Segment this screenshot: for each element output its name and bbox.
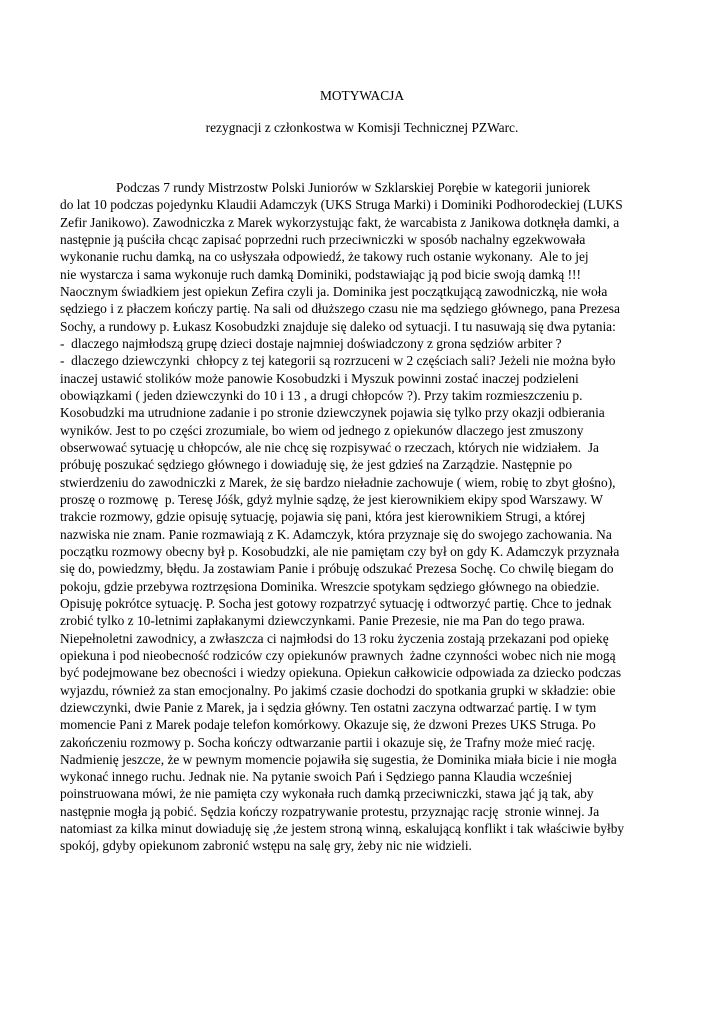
paragraph-line: następnie mogła ją pobić. Sędzia kończy rozpatrywanie protestu, przyznając rację stronie winnej. Ja (60, 803, 600, 819)
paragraph-line: zakończeniu rozmowy p. Socha kończy odtwarzanie partii i okazuje się, że Trafny może mieć rację. (60, 734, 596, 750)
document-title: MOTYWACJA (319, 88, 405, 103)
paragraph-line: być podejmowane bez obecności i wiedzy opiekuna. Opiekun całkowicie odpowiada za dziecko podczas (60, 665, 622, 681)
paragraph-line: do lat 10 podczas pojedynku Klaudii Adamczyk (UKS Struga Marki) i Dominiki Podhorodeckiej (LUKS (60, 197, 623, 213)
paragraph-line: natomiast za kilka minut dowiaduję się ,że jestem stroną winną, eskalującą konflikt i tak właściwie byłby (60, 821, 625, 837)
paragraph-line: sędziego i z płaczem kończy partię. Na sali od dłuższego czasu nie ma sędziego głównego, pana Prezesa (60, 301, 620, 317)
paragraph-line: nazwiska nie znam. Panie rozmawiają z K. Adamczyk, która przyznaje się do swojego zachowania. Na (60, 526, 612, 542)
paragraph-line: momencie Pani z Marek podaje telefon komórkowy. Okazuje się, że dzwoni Prezes UKS Struga. Po (60, 717, 596, 733)
paragraph-first-line: Podczas 7 rundy Mistrzostw Polski Juniorów w Szklarskiej Porębie w kategorii juniorek (116, 180, 591, 195)
paragraph-line: Zefir Janikowo). Zawodniczka z Marek wykorzystując fakt, że warcabista z Janikowa dotknęła damki, a (60, 214, 620, 230)
paragraph-line: opiekuna i pod nieobecność rodziców czy opiekunów prawnych żadne czynności wobec nich nie mogą (60, 647, 616, 663)
paragraph-line: obserwować sytuację u chłopców, ale nie chcę się rozpisywać o rzeczach, których nie widziałem. Ja (60, 439, 599, 455)
paragraph-line: pokoju, gdzie przebywa roztrzęsiona Dominika. Wreszcie spotykam sędziego głównego na obiedzie. (60, 578, 600, 594)
paragraph-line: próbuję poszukać sędziego głównego i dowiaduję się, że jest gdzieś na Zarządzie. Następnie po (60, 457, 573, 473)
paragraph-line: Niepełnoletni zawodnicy, a zwłaszcza ci najmłodsi do 13 roku życzenia zostają przekazani pod opiekę (60, 630, 609, 646)
paragraph-line: inaczej ustawić stolików może panowie Kosobudzki i Myszuk powinni zostać inaczej podzieleni (60, 370, 579, 386)
paragraph-line: nie wystarcza i sama wykonuje ruch damką Dominiki, podstawiając ją pod bicie swoją damką !!! (60, 266, 581, 282)
paragraph-line: stwierdzeniu do zawodniczki z Marek, że się bardzo nieładnie zachowuje ( wiem, robię to zbyt głośno), (60, 474, 616, 490)
paragraph-line: proszę o rozmowę p. Teresę Jóśk, gdyż mylnie sądzę, że jest kierownikiem ekipy spod Warszawy. W (60, 491, 604, 507)
paragraph-line: się do, powiedzmy, błędu. Ja zostawiam Panie i próbuję odszukać Prezesa Sochę. Co chwilę biegam do (60, 561, 614, 577)
paragraph-line: Kosobudzki ma utrudnione zadanie i po stronie dziewczynek pojawia się tylko przy okazji odbierania (60, 405, 605, 421)
paragraph-line: następnie ją puściła chcąc zapisać poprzedni ruch przeciwniczki w sposób nachalny egzekwowała (60, 231, 586, 247)
paragraph-line: Naocznym świadkiem jest opiekun Zefira czyli ja. Dominika jest początkującą zawodniczką, nie woła (60, 283, 608, 299)
paragraph-line: zrobić tylko z 10-letnimi zapłakanymi dziewczynkami. Panie Prezesie, nie ma Pan do tego prawa. (60, 613, 586, 629)
paragraph-line: Opisuję pokrótce sytuację. P. Socha jest gotowy rozpatrzyć sytuację i odtworzyć partię. Chce to jednak (60, 595, 612, 611)
paragraph-line: wyjazdu, również za stan emocjonalny. Po jakimś czasie dochodzi do spotkania grupki w składzie: obie (60, 682, 616, 698)
paragraph-line: - dlaczego najmłodszą grupę dzieci dostaje najmniej doświadczony z grona sędziów arbiter ? (60, 335, 562, 351)
paragraph-line: Nadmienię jeszcze, że w pewnym momencie pojawiła się sugestia, że Dominika miała bicie i nie mogła (60, 751, 617, 767)
paragraph-line: dziewczynki, dwie Panie z Marek, ja i sędzia główny. Ten ostatni zaczyna odtwarzać partię. I w tym (60, 699, 597, 715)
document-body (60, 179, 688, 855)
paragraph-line: spokój, gdyby opiekunom zabronić wstępu na salę gry, żeby nic nie widzieli. (60, 838, 472, 854)
paragraph-line: wykonanie ruchu damką, na co usłyszała odpowiedź, że takowy ruch ostanie wykonany. Ale to jej (60, 249, 589, 265)
paragraph-line: trakcie rozmowy, gdzie opisuję sytuację, pojawia się pani, która jest kierownikiem Strugi, a której (60, 509, 586, 525)
paragraph-line: początku rozmowy obecny był p. Kosobudzki, ale nie pamiętam czy był on gdy K. Adamczyk przyznała (60, 543, 620, 559)
paragraph-line: poinstruowana mówi, że nie pamięta czy wykonała ruch damką przeciwniczki, stawa jąć ją tak, aby (60, 786, 594, 802)
document-subtitle: rezygnacji z członkostwa w Komisji Technicznej PZWarc. (205, 120, 519, 135)
paragraph-line: Sochy, a rundowy p. Łukasz Kosobudzki znajduje się daleko od sytuacji. I tu nasuwają się dwa pytania: (60, 318, 616, 334)
paragraph-line: obowiązkami ( jeden dziewczynki do 10 i 13 , a drugi chłopców ?). Przy takim rozmieszczeniu p. (60, 387, 583, 403)
paragraph-line: - dlaczego dziewczynki chłopcy z tej kategorii są rozrzuceni w 2 częściach sali? Jeżeli nie można było (60, 353, 616, 369)
paragraph-line: wyników. Jest to po części zrozumiale, bo wiem od jednego z opiekunów dlaczego jest zmuszony (60, 422, 584, 438)
paragraph-line: wykonać innego ruchu. Jednak nie. Na pytanie swoich Pań i Sędziego panna Klaudia wcześniej (60, 769, 573, 785)
